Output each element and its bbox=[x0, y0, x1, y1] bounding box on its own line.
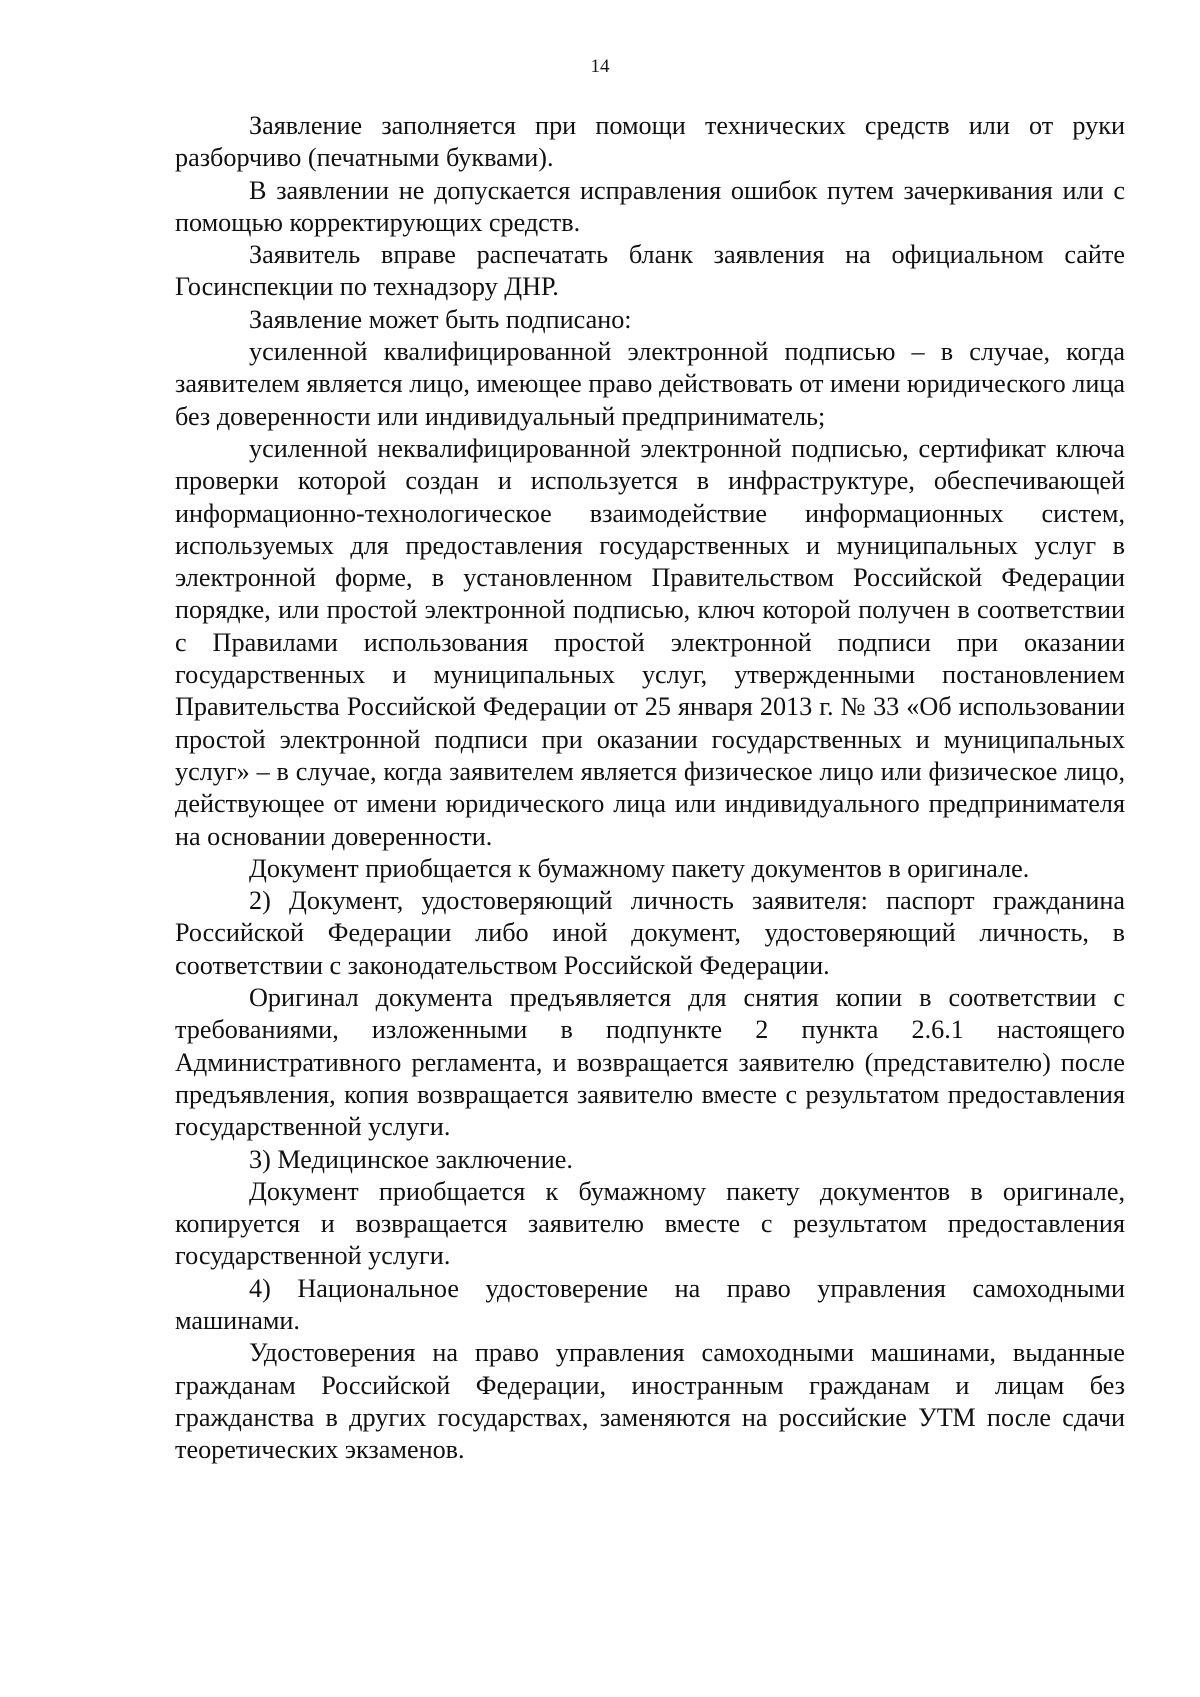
paragraph: 4) Национальное удостоверение на право управления самоходными машинами. bbox=[175, 1273, 1125, 1335]
paragraph: Заявление может быть подписано: bbox=[249, 304, 632, 334]
paragraph: Удостоверения на право управления самоходными машинами, выданные гражданам Российской Федерации, иностранным гражданам и лицам без гражданства в других государствах, заменяются на российские УТМ после сдачи теоретических экзаменов. bbox=[175, 1338, 1125, 1465]
page-number: 14 bbox=[590, 56, 610, 77]
paragraph: Документ приобщается к бумажному пакету документов в оригинале. bbox=[249, 853, 1030, 883]
paragraph: усиленной неквалифицированной электронной подписью, сертификат ключа проверки которой создан и используется в инфраструктуре, обеспечивающей информационно-технологическое взаимодействие информационных систем, используемых для предоставления государственных и муниципальных услуг в электронной форме, в установленном Правительством Российской Федерации порядке, или простой электронной подписью, ключ которой получен в соответствии с Правилами использования простой электронной подписи при оказании государственных и муниципальных услуг, утвержденными постановлением Правительства Российской Федерации от 25 января 2013 г. № 33 «Об использовании простой электронной подписи при оказании государственных и муниципальных услуг» – в случае, когда заявителем является физическое лицо или физическое лицо, действующее от имени юридического лица или индивидуального предпринимателя на основании доверенности. bbox=[175, 433, 1125, 851]
paragraph: усиленной квалифицированной электронной подписью – в случае, когда заявителем является лицо, имеющее право действовать от имени юридического лица без доверенности или индивидуальный предприниматель; bbox=[175, 337, 1125, 431]
paragraph: Оригинал документа предъявляется для снятия копии в соответствии с требованиями, изложенными в подпункте 2 пункта 2.6.1 настоящего Административного регламента, и возвращается заявителю (представителю) после предъявления, копия возвращается заявителю вместе с результатом предоставления государственной услуги. bbox=[175, 983, 1125, 1142]
paragraph: В заявлении не допускается исправления ошибок путем зачеркивания или с помощью корректирующих средств. bbox=[175, 175, 1125, 237]
paragraph: Заявление заполняется при помощи технических средств или от руки разборчиво (печатными буквами). bbox=[175, 111, 1125, 173]
paragraph: 3) Медицинское заключение. bbox=[249, 1144, 573, 1174]
document-body bbox=[175, 110, 1125, 1466]
paragraph: Документ приобщается к бумажному пакету документов в оригинале, копируется и возвращается заявителю вместе с результатом предоставления государственной услуги. bbox=[175, 1176, 1125, 1271]
paragraph: Заявитель вправе распечатать бланк заявления на официальном сайте Госинспекции по технадзору ДНР. bbox=[175, 240, 1125, 302]
paragraph: 2) Документ, удостоверяющий личность заявителя: паспорт гражданина Российской Федерации либо иной документ, удостоверяющий личность, в соответствии с законодательством Российской Федерации. bbox=[175, 886, 1125, 980]
